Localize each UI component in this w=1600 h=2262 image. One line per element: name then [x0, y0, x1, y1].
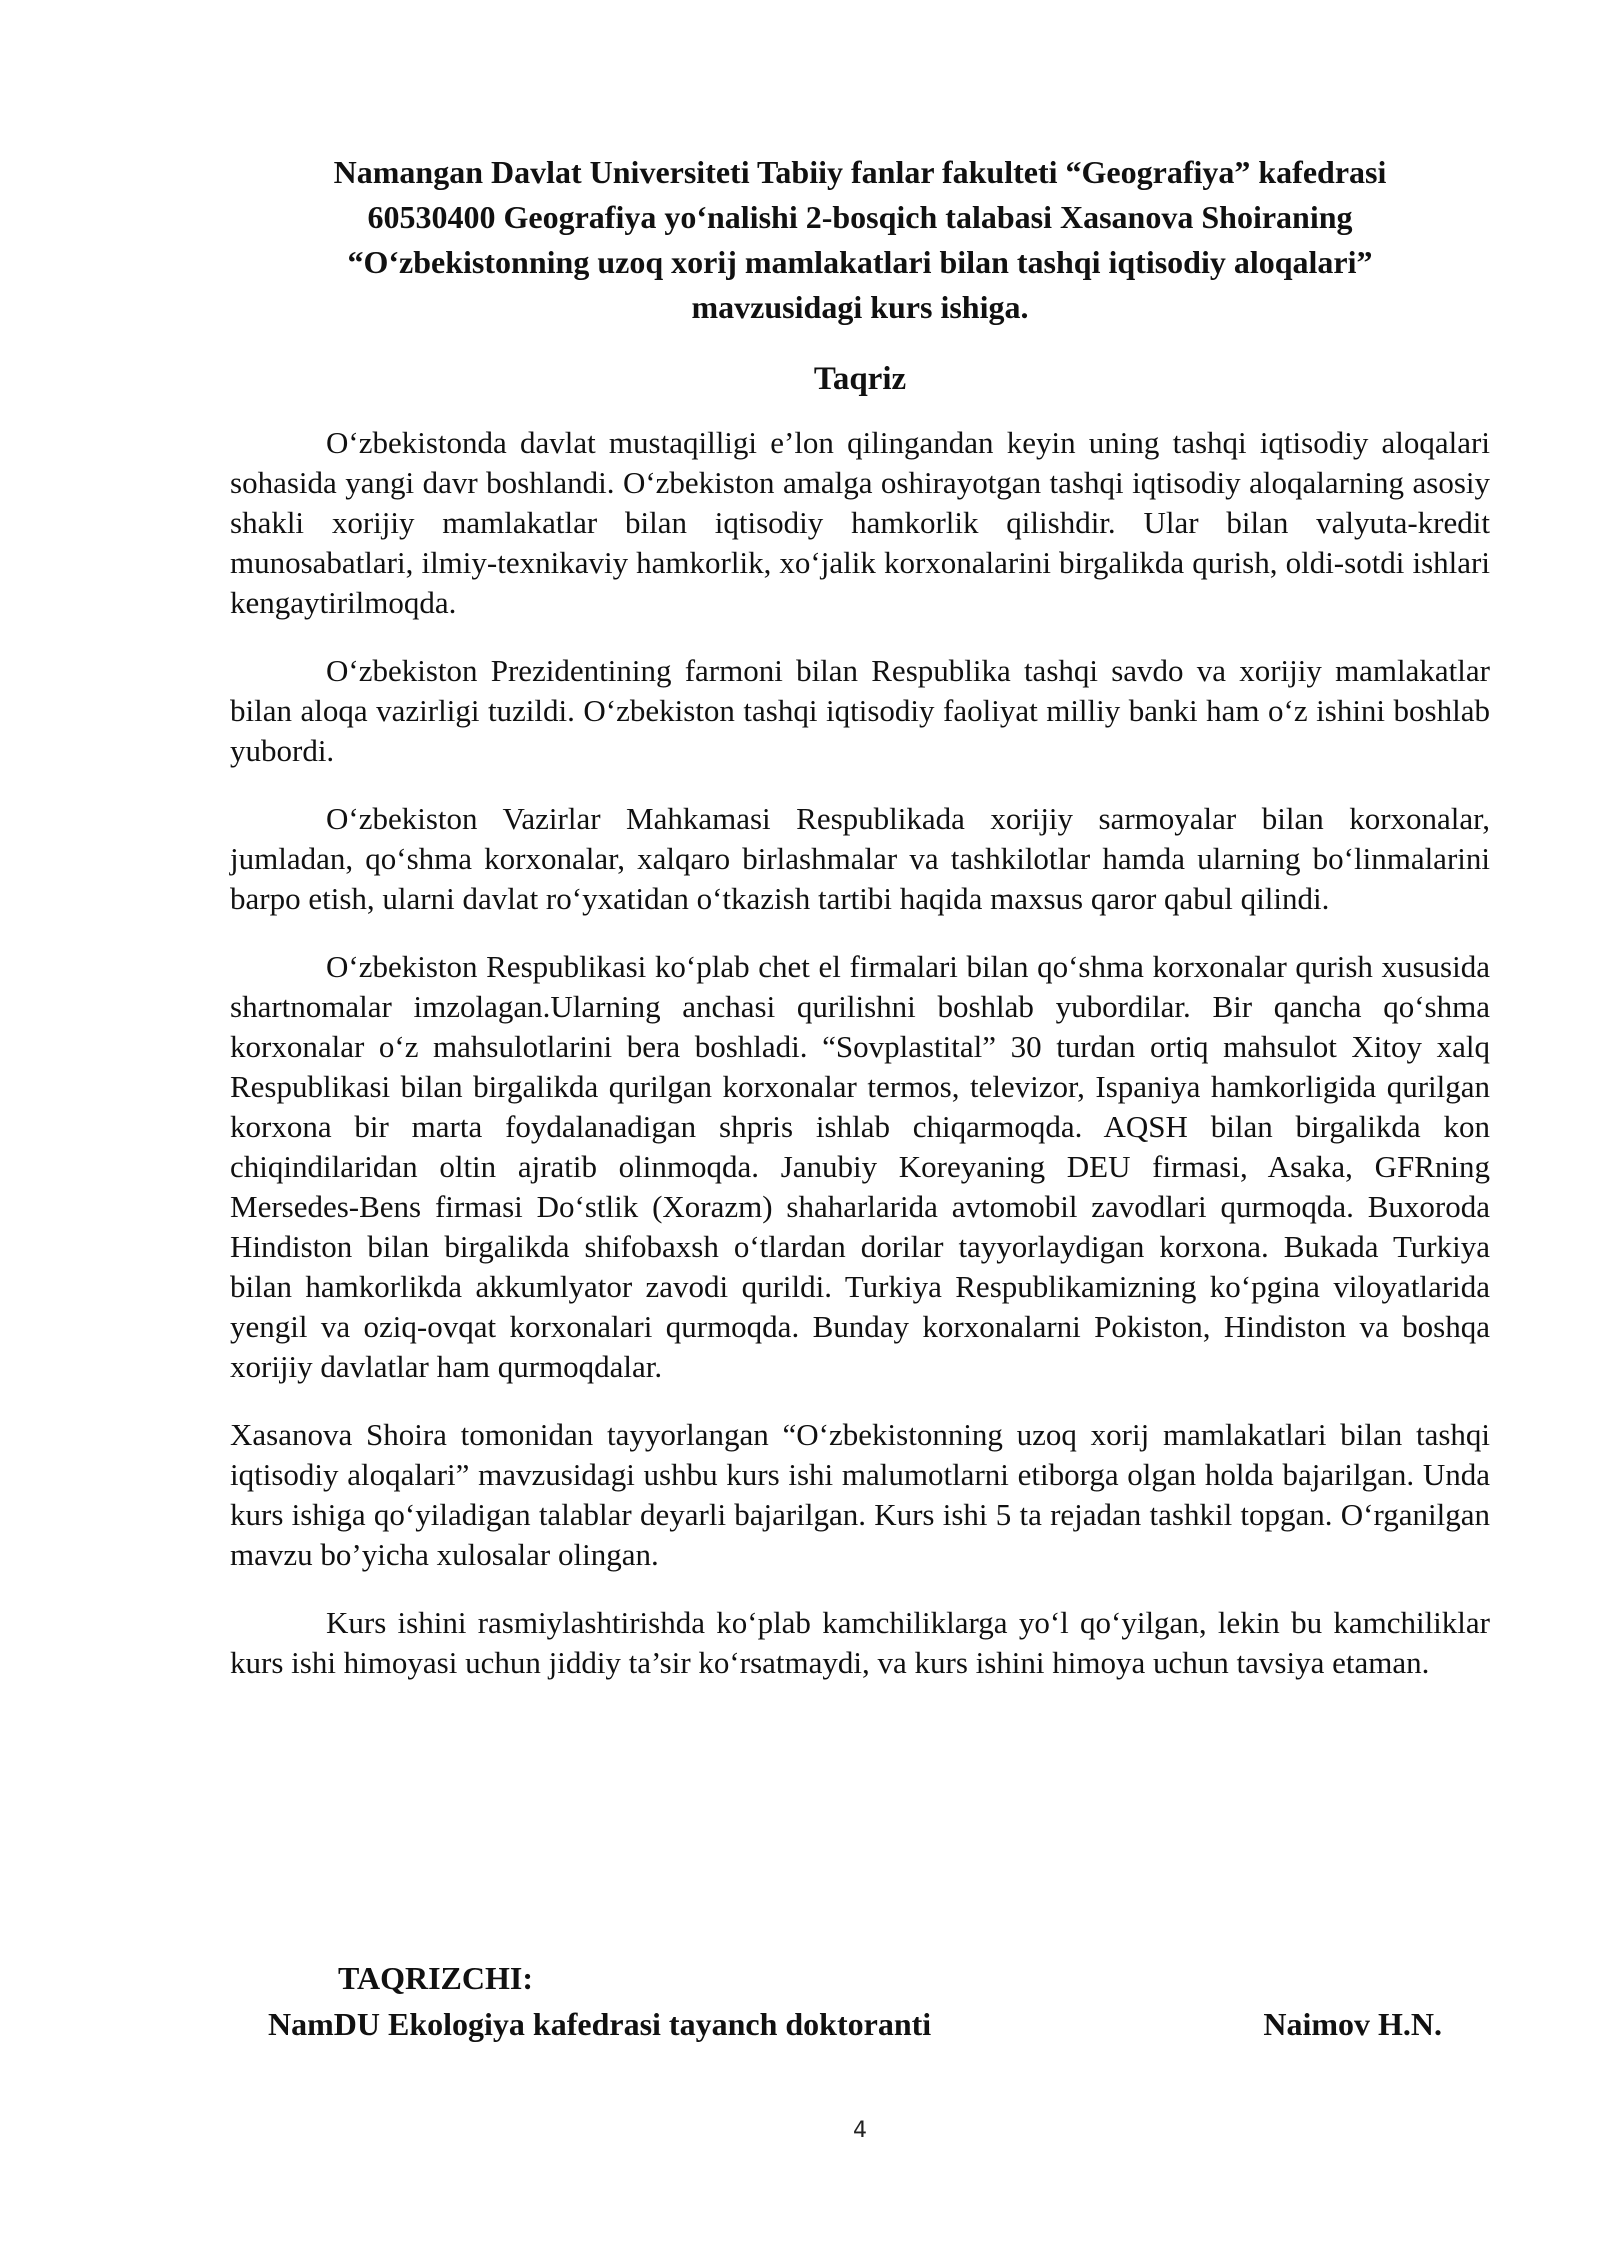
- reviewer-row: [268, 2001, 1490, 2047]
- document-heading: [230, 150, 1490, 330]
- heading-line: “O‘zbekistonning uzoq xorij mamlakatlari bilan tashqi iqtisodiy aloqalari”: [347, 244, 1373, 280]
- signature-block: [230, 1955, 1490, 2047]
- body-paragraph: Kurs ishini rasmiylashtirishda ko‘plab kamchiliklarga yo‘l qo‘yilgan, lekin bu kamchiliklar kurs ishi himoyasi uchun jiddiy ta’sir ko‘rsatmaydi, va kurs ishini himoya uchun tavsiya etaman.: [230, 1605, 1490, 1680]
- body-paragraph: O‘zbekiston Respublikasi ko‘plab chet el firmalari bilan qo‘shma korxonalar qurish xususida shartnomalar imzolagan.Ularning anchasi qurilishni boshlab yubordilar. Bir qancha qo‘shma korxonalar o‘z mahsulotlarini bera boshladi. “Sovplastital” 30 turdan ortiq mahsulot Xitoy xalq Respublikasi bilan birgalikda qurilgan korxonalar termos, televizor, Ispaniya hamkorligida qurilgan korxona bir marta foydalanadigan shpris ishlab chiqarmoqda. AQSH bilan birgalikda kon chiqindilaridan oltin ajratib olinmoqda. Janubiy Koreyaning DEU firmasi, Asaka, GFRning Mersedes-Bens firmasi Do‘stlik (Xorazm) shaharlarida avtomobil zavodlari qurmoqda. Buxoroda Hindiston bilan birgalikda shifobaxsh o‘tlardan dorilar tayyorlaydigan korxona. Bukada Turkiya bilan hamkorlikda akkumlyator zavodi qurildi. Turkiya Respublikamizning ko‘pgina viloyatlarida yengil va oziq-ovqat korxonalari qurmoqda. Bunday korxonalarni Pokiston, Hindiston va boshqa xorijiy davlatlar ham qurmoqdalar.: [230, 949, 1490, 1384]
- heading-line: mavzusidagi kurs ishiga.: [691, 289, 1029, 325]
- document-body: [230, 150, 1490, 1711]
- body-paragraph: O‘zbekiston Prezidentining farmoni bilan Respublika tashqi savdo va xorijiy mamlakatlar bilan aloqa vazirligi tuzildi. O‘zbekiston tashqi iqtisodiy faoliyat milliy banki ham o‘z ishini boshlab yubordi.: [230, 653, 1490, 768]
- heading-line: 60530400 Geografiya yo‘nalishi 2-bosqich talabasi Xasanova Shoiraning: [367, 199, 1353, 235]
- body-paragraph: Xasanova Shoira tomonidan tayyorlangan “O‘zbekistonning uzoq xorij mamlakatlari bilan tashqi iqtisodiy aloqalari” mavzusidagi ushbu kurs ishi malumotlarni etiborga olgan holda bajarilgan. Unda kurs ishiga qo‘yiladigan talablar deyarli bajarilgan. Kurs ishi 5 ta rejadan tashkil topgan. O‘rganilgan mavzu bo’yicha xulosalar olingan.: [230, 1417, 1490, 1572]
- review-title: Taqriz: [813, 361, 907, 397]
- body-paragraph: O‘zbekistonda davlat mustaqilligi e’lon qilingandan keyin uning tashqi iqtisodiy aloqalari sohasida yangi davr boshlandi. O‘zbekiston amalga oshirayotgan tashqi iqtisodiy aloqalarning asosiy shakli xorijiy mamlakatlar bilan iqtisodiy hamkorlik qilishdir. Ular bilan valyuta-kredit munosabatlari, ilmiy-texnikaviy hamkorlik, xo‘jalik korxonalarini birgalikda qurish, oldi-sotdi ishlari kengaytirilmoqda.: [230, 425, 1490, 620]
- page-number: 4: [853, 2118, 867, 2143]
- reviewer-position: NamDU Ekologiya kafedrasi tayanch doktoranti: [268, 2006, 932, 2042]
- heading-line: Namangan Davlat Universiteti Tabiiy fanlar fakulteti “Geografiya” kafedrasi: [333, 154, 1387, 190]
- reviewer-label: TAQRIZCHI:: [338, 1960, 533, 1996]
- reviewer-name: Naimov H.N.: [1263, 2006, 1442, 2042]
- body-paragraph: O‘zbekiston Vazirlar Mahkamasi Respublikada xorijiy sarmoyalar bilan korxonalar, jumladan, qo‘shma korxonalar, xalqaro birlashmalar va tashkilotlar hamda ularning bo‘linmalarini barpo etish, ularni davlat ro‘yxatidan o‘tkazish tartibi haqida maxsus qaror qabul qilindi.: [230, 801, 1490, 916]
